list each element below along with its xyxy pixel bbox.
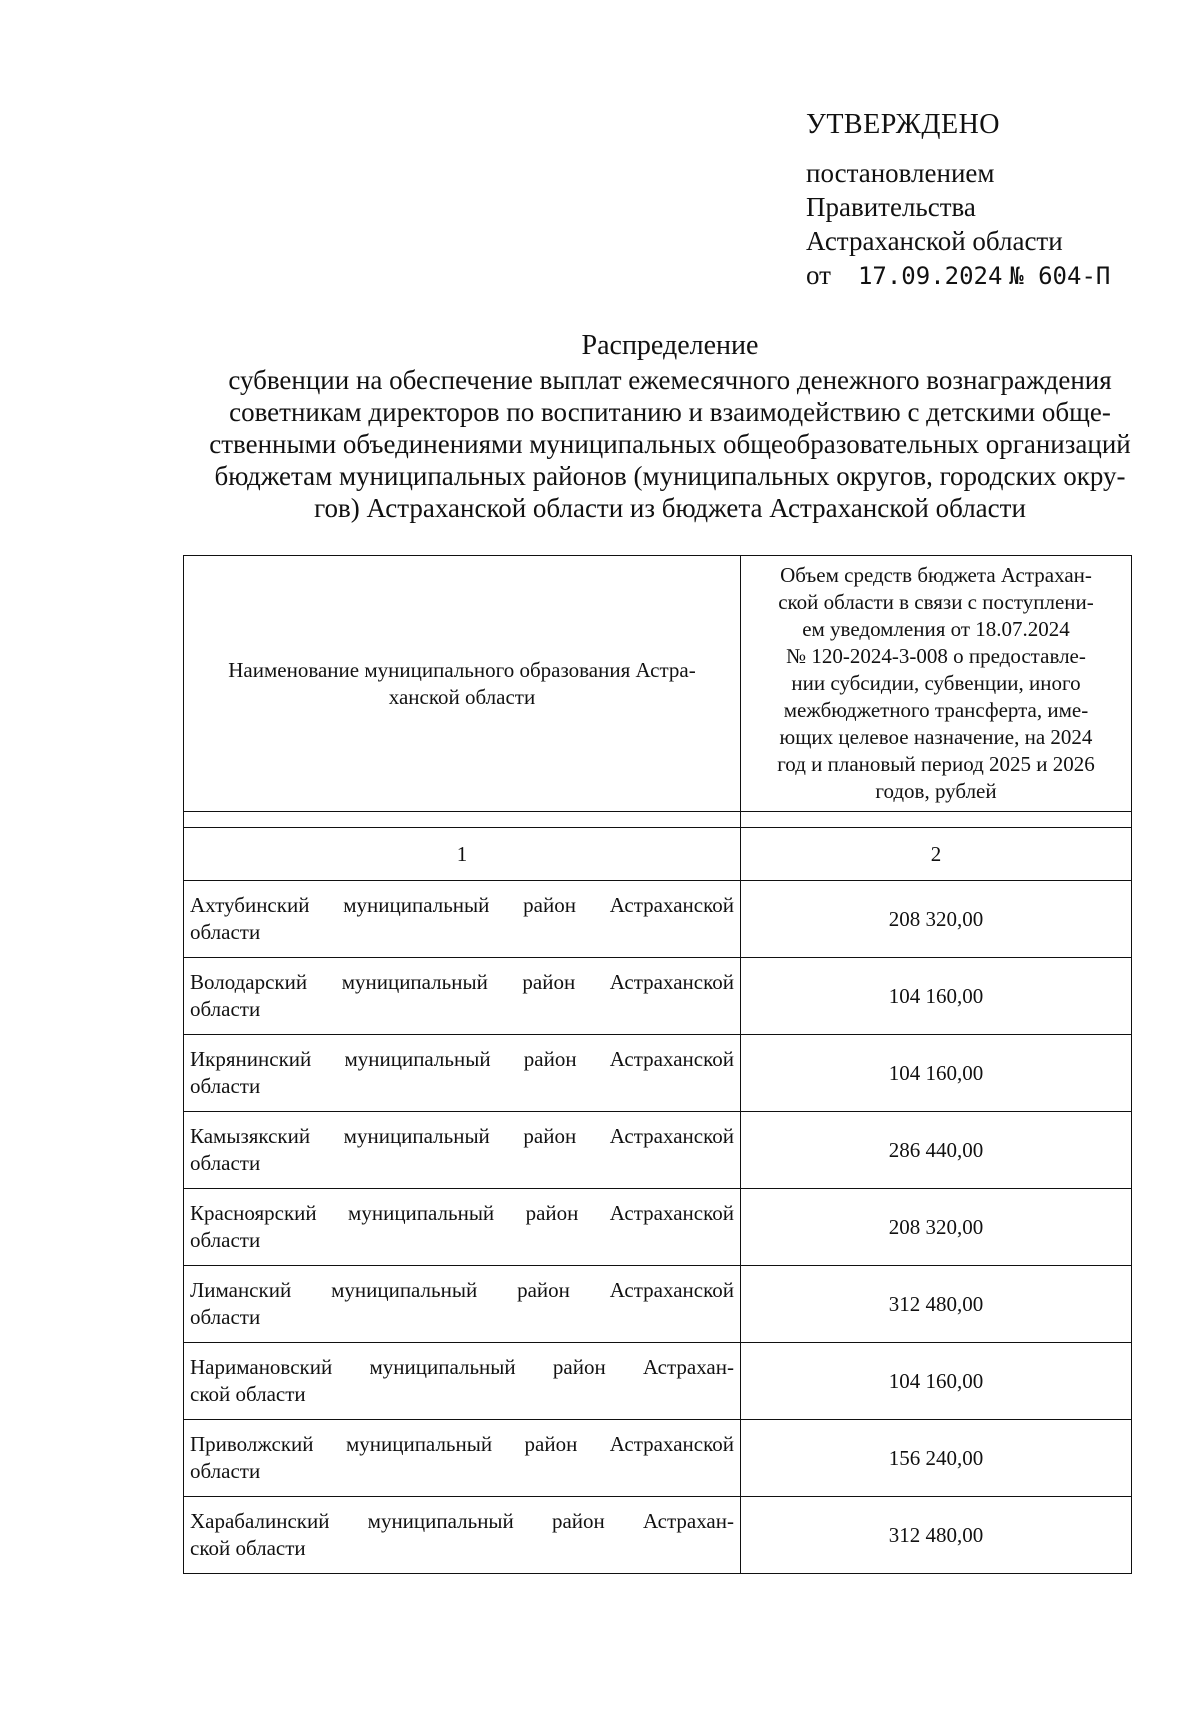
name-line: области: [190, 1228, 261, 1252]
amount-value: 208 320,00: [740, 1189, 1131, 1266]
header-text-line: нии субсидии, субвенции, иного: [791, 671, 1081, 695]
table-row: [184, 1266, 1132, 1343]
municipality-name: [184, 881, 741, 958]
name-line: области: [190, 920, 261, 944]
header-municipality: [184, 556, 741, 812]
amount-value: 104 160,00: [740, 958, 1131, 1035]
table-row: [184, 1189, 1132, 1266]
header-text-line: год и плановый период 2025 и 2026: [777, 752, 1095, 776]
name-line: Камызякский муниципальный район Астраханской: [190, 1124, 734, 1148]
name-line: области: [190, 997, 261, 1021]
approval-line-decree: постановлением: [806, 158, 995, 188]
header-text-line: ской области в связи с поступлени-: [778, 590, 1094, 614]
document-heading: [200, 330, 1140, 524]
municipality-name: [184, 1035, 741, 1112]
table-header-row: [184, 556, 1132, 812]
name-line: области: [190, 1459, 261, 1483]
table-row: [184, 1343, 1132, 1420]
header-text-line: Объем средств бюджета Астрахан-: [780, 563, 1092, 587]
column-number-row: [184, 828, 1132, 881]
header-text-line: № 120-2024-3-008 о предоставле-: [786, 644, 1086, 668]
municipality-name: [184, 1266, 741, 1343]
distribution-table: [183, 555, 1132, 1574]
approval-stamp: [806, 108, 1166, 293]
decree-date: 17.09.2024: [857, 262, 1003, 290]
amount-value: 312 480,00: [740, 1266, 1131, 1343]
decree-number: № 604-П: [1009, 262, 1111, 290]
municipality-name: [184, 1112, 741, 1189]
approval-line-government: Правительства: [806, 192, 976, 222]
document-subtitle-line: гов) Астраханской области из бюджета Астраханской области: [314, 493, 1026, 523]
document-subtitle-line: советникам директоров по воспитанию и взаимодействию с детскими обще-: [229, 397, 1111, 427]
name-line: ской области: [190, 1536, 306, 1560]
amount-value: 208 320,00: [740, 881, 1131, 958]
name-line: области: [190, 1305, 261, 1329]
amount-value: 312 480,00: [740, 1497, 1131, 1574]
table-row: [184, 1420, 1132, 1497]
approved-title: УТВЕРЖДЕНО: [806, 109, 1001, 140]
municipality-name: [184, 1497, 741, 1574]
amount-value: 104 160,00: [740, 1343, 1131, 1420]
header-amount: [740, 556, 1131, 812]
table-row: [184, 881, 1132, 958]
name-line: ской области: [190, 1382, 306, 1406]
table-row: [184, 1497, 1132, 1574]
document-subtitle-line: ственными объединениями муниципальных общеобразовательных организаций: [209, 429, 1131, 459]
header-text-line: Наименование муниципального образования Астра-: [228, 657, 696, 682]
municipality-name: [184, 1343, 741, 1420]
table-row: [184, 1112, 1132, 1189]
amount-value: 286 440,00: [740, 1112, 1131, 1189]
date-prefix: от: [806, 260, 831, 290]
header-text-line: ем уведомления от 18.07.2024: [802, 617, 1070, 641]
header-text-line: ющих целевое назначение, на 2024: [779, 725, 1093, 749]
name-line: Красноярский муниципальный район Астраханской: [190, 1201, 734, 1225]
header-text-line: годов, рублей: [875, 779, 997, 803]
name-line: Володарский муниципальный район Астраханской: [190, 970, 734, 994]
approval-date-line: [806, 258, 1166, 293]
document-subtitle-line: бюджетам муниципальных районов (муниципальных округов, городских окру-: [214, 461, 1126, 491]
name-line: Харабалинский муниципальный район Астрахан-: [190, 1509, 734, 1533]
municipality-name: [184, 1189, 741, 1266]
name-line: Наримановский муниципальный район Астрахан-: [190, 1355, 734, 1379]
table-row: [184, 1035, 1132, 1112]
document-title: Распределение: [581, 330, 759, 361]
municipality-name: [184, 958, 741, 1035]
header-text-line: межбюджетного трансферта, име-: [783, 698, 1089, 722]
name-line: Ахтубинский муниципальный район Астраханской: [190, 893, 734, 917]
document-subtitle-line: субвенции на обеспечение выплат ежемесячного денежного вознаграждения: [228, 365, 1112, 395]
name-line: области: [190, 1151, 261, 1175]
header-text-line: ханской области: [388, 684, 536, 709]
column-number-2: 2: [740, 828, 1131, 881]
name-line: Икрянинский муниципальный район Астраханской: [190, 1047, 734, 1071]
name-line: Приволжский муниципальный район Астраханской: [190, 1432, 734, 1456]
amount-value: 156 240,00: [740, 1420, 1131, 1497]
amount-value: 104 160,00: [740, 1035, 1131, 1112]
column-number-1: 1: [184, 828, 741, 881]
name-line: Лиманский муниципальный район Астраханской: [190, 1278, 734, 1302]
table-row: [184, 958, 1132, 1035]
name-line: области: [190, 1074, 261, 1098]
municipality-name: [184, 1420, 741, 1497]
header-separator: [184, 812, 1132, 828]
approval-line-region: Астраханской области: [806, 226, 1063, 256]
